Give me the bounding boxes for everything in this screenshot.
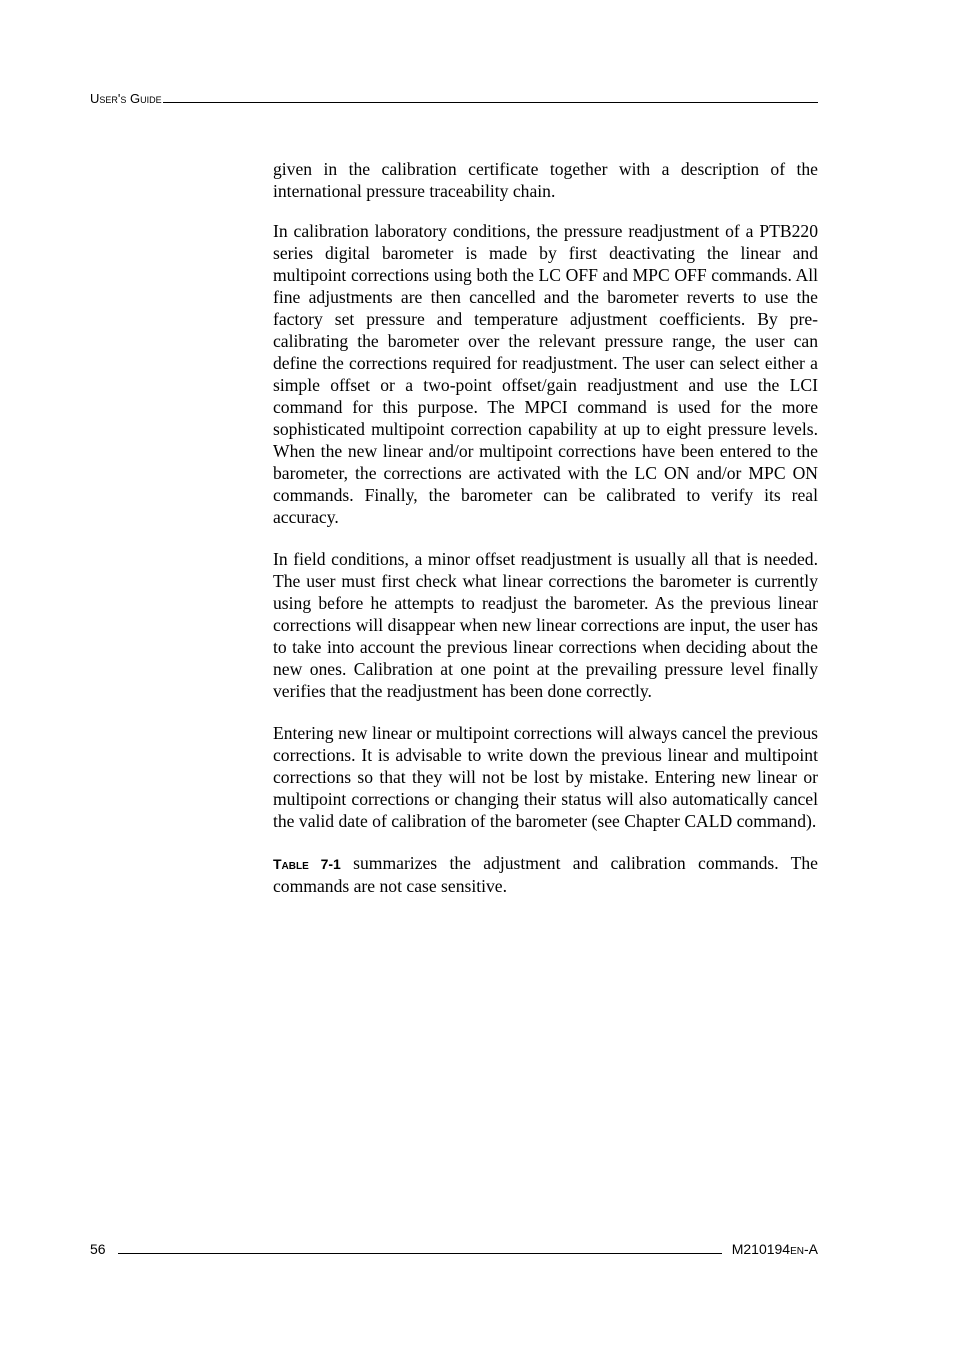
paragraph-traceability: given in the calibration certificate together with a description of the international pressure traceability chain. xyxy=(273,159,818,201)
footer-rule xyxy=(118,1240,722,1254)
table-reference-text: summarizes the adjustment and calibration commands. The commands are not case sensitive. xyxy=(273,853,818,896)
table-reference-link[interactable]: Table 7-1 xyxy=(273,856,341,872)
paragraph-laboratory-conditions: In calibration laboratory conditions, the pressure readjustment of a PTB220 series digital barometer is made by first deactivating the linear and multipoint corrections using both the LC OFF and MPC OFF commands. All fine adjustments are then cancelled and the barometer reverts to use the factory set pressure and temperature adjustment coefficients. By pre-calibrating the barometer over the relevant pressure range, the user can define the corrections required for readjustment. The user can select either a simple offset or a two-point offset/gain readjustment and use the LCI command for this purpose. The MPCI command is used for the more sophisticated multipoint correction capability at up to eight pressure levels. When the new linear and/or multipoint corrections have been entered to the barometer, the corrections are activated with the LC ON and/or MPC ON commands. Finally, the barometer can be calibrated to verify its real accuracy. xyxy=(273,221,818,527)
document-code-main: M210194 xyxy=(731,1241,791,1257)
paragraph-corrections-warning: Entering new linear or multipoint corrections will always cancel the previous corrections. It is advisable to write down the previous linear and multipoint corrections so that they will not be lost by mistake. Entering new linear or multipoint corrections or changing their status will also automatically cancel the valid date of calibration of the barometer (see Chapter CALD command). xyxy=(273,723,818,831)
body-text xyxy=(273,158,818,917)
header-rule xyxy=(163,90,818,103)
page-number: 56 xyxy=(90,1241,106,1257)
page-footer xyxy=(90,1240,818,1260)
paragraph-field-conditions: In field conditions, a minor offset readjustment is usually all that is needed. The user must first check what linear corrections the barometer is currently using before he attempts to readjust the barometer. As the previous linear corrections will disappear when new linear corrections are input, the user has to take into account the previous linear corrections when deciding about the new ones. Calibration at one point at the prevailing pressure level finally verifies that the readjustment has been done correctly. xyxy=(273,549,818,701)
page-header xyxy=(90,90,818,108)
header-guide-title: User's Guide xyxy=(90,91,162,106)
paragraph-table-reference xyxy=(273,852,818,897)
document-code-suffix: en-A xyxy=(790,1241,818,1257)
document-code xyxy=(732,1241,818,1257)
